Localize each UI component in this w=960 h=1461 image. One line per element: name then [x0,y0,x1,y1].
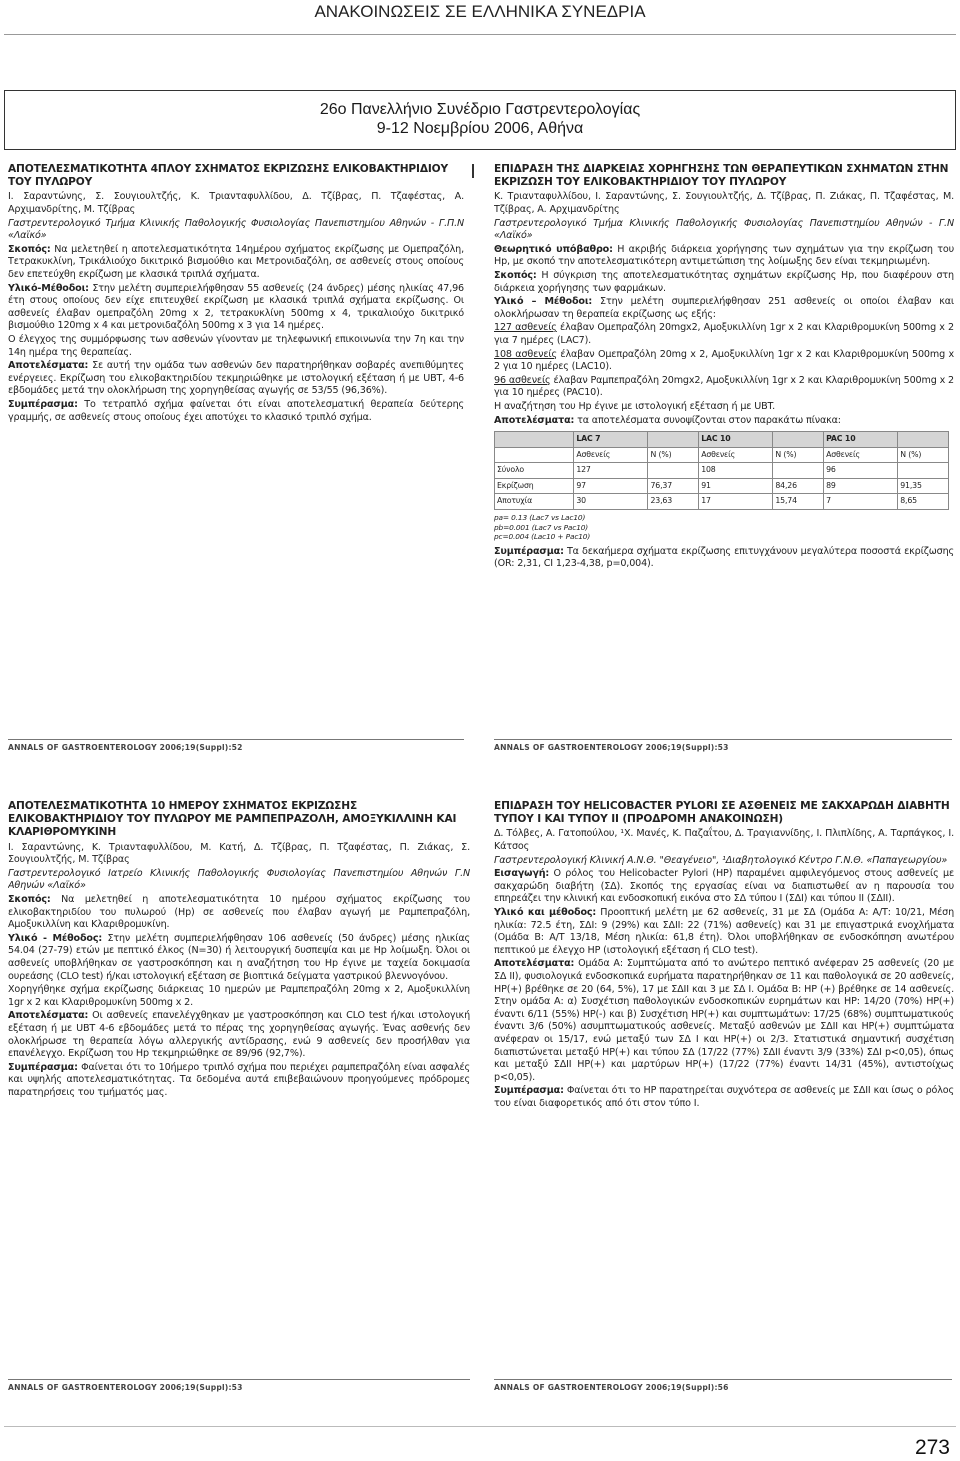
abstract-paragraph [8,1010,470,1060]
section-text: Να μελετηθεί η αποτελεσματικότητα 10 ημέρου σχήματος εκρίζωσης του ελικοβακτηριδίου του πυλωρού (Hp) σε ασθενείς που έλαβαν αγωγή με Ραμπεπραζόλη, Αμοξυκιλλίνη και Κλαριθρομυκίνη. [8,893,470,931]
table-cell: 84,26 [773,478,824,494]
abstract-paragraph [8,360,464,398]
section-text: Σε αυτή την ομάδα των ασθενών δεν παρατηρήθηκαν σοβαρές ανεπιθύμητες ενέργειες. Εκρίζωση του ελικοβακτηριδίου τεκμηριώθηκε με ιστολογική εξέταση ή με UBT, 4-6 εβδομάδες μετά την ολοκλήρωση της χορηγηθείσας αγωγής σε 53/55 (96,36%). [8,360,464,397]
results-table [494,431,949,510]
abstract-paragraph [494,375,954,400]
abstract-paragraph [8,1062,470,1100]
section-text: Στην μελέτη συμπεριελήφθησαν 251 ασθενείς οι οποίοι έλαβαν και ολοκλήρωσαν τη θεραπεία εκρίζωσης ως εξής: [494,296,954,320]
section-text: έλαβαν Ομεπραζόλη 20mg x 2, Αμοξυκιλλίνη 1gr x 2 και Κλαριθρομυκίνη 500mg x 2 για 10 ημέρες (LAC10). [494,348,954,373]
table-cell: Σύνολο [495,463,574,479]
abstract-paragraph [8,334,464,359]
section-text: Το τετραπλό σχήμα φαίνεται ότι είναι αποτελεσματική θεραπεία δεύτερης γραμμής, σε ασθενείς στους οποίους έχει αποτύχει το κλασικό τριπλό σχήμα. [8,398,464,423]
journal-footer: ANNALS OF GASTROENTEROLOGY 2006;19(Suppl):53 [494,739,952,752]
abstract-paragraph [494,270,954,295]
section-text: Ο έλεγχος της συμμόρφωσης των ασθενών γίνονταν με τηλεφωνική επικοινωνία την 7η και την 14η ημέρα της θεραπείας. [8,333,464,358]
abstract-authors: Ι. Σαραντώνης, Σ. Σουγιουλτζής, Κ. Τριανταφυλλίδου, Δ. Τζίβρας, Π. Τζαφέστας, Α. Αρχιμανδρίτης, Μ. Τζίβρας [8,191,464,215]
abstract-paragraph [8,984,470,1009]
journal-footer: ANNALS OF GASTROENTEROLOGY 2006;19(Suppl):52 [8,739,464,752]
conference-dates: 9-12 Νοεμβρίου 2006, Αθήνα [376,120,584,137]
section-text: Προοπτική μελέτη με 62 ασθενείς, 31 με ΣΔ (Ομάδα Α: Α/Τ: 10/21, Μέση ηλικία: 72.5 έτη, ΣΔΙ: 9 (29%) και ΣΔΙΙ: 22 (71%) ασθενείς) και 31 με επιγαστρικά ενοχλήματα (Ομάδα Β: Α/Τ 13/18, Μέση ηλικία: 61,8 έτη). Όλοι υποβλήθηκαν σε ενδοσκόπηση ανωτέρου πεπτικού με έλεγχο HP (ιστολογική εξέταση ή CLO test). [494,906,954,956]
abstract-paragraph [494,868,954,906]
group-label: 96 ασθενείς [494,374,551,386]
abstract-paragraph [8,244,464,282]
section-label: Αποτελέσματα: [494,414,575,426]
table-cell: 23,63 [648,494,699,510]
abstract-body [494,244,954,427]
section-text: έλαβαν Ομεπραζόλη 20mgx2, Αμοξυκιλλίνη 1gr x 2 και Κλαριθρομυκίνη 500mg x 2 για 7 ημέρες (LAC7). [494,322,954,346]
table-cell: N (%) [773,447,824,463]
section-text: Φαίνεται ότι το 10ήμερο τριπλό σχήμα που περιέχει ραμπεπραζόλη είναι ασφαλές και υψηλής αποτελεσματικότητας. Τα δεδομένα αυτά επιβεβαιώνουν προηγούμενες πρόδρομες παρατηρήσεις του τμήματός μας. [8,1061,470,1098]
section-text: Ομάδα Α: Συμπτώματα από το ανώτερο πεπτικό ανέφεραν 25 ασθενείς (20 με ΣΔ ΙΙ), φυσιολογικά ενδοσκοπικά ευρήματα παρατηρήθηκαν σε 11 και παθολογικά σε 20 ασθενείς, HP(+) βρέθηκε σε 20 (64, 5%), 17 με ΣΔΙΙ και 3 με ΣΔ Ι. Ομάδα Β: HP (+) βρέθηκε σε 14 ασθενείς. Στην ομάδα Α: α) Συσχέτιση παθολογικών ενδοσκοπικών ευρημάτων και HP: 14/20 (70%) HP(+) έναντι 6/11 (55%) HP(-) και β) Συσχέτιση HP(+) και συμπτωμάτων: 17/25 (68%) συμπτωματικούς έναντι 3/6 (50%) ασυμπτωματικούς ασθενείς. Μεταξύ ασθενών με ΣΔΙΙ και HP(+) συμπτώματα ανέφεραν οι 15/17, ενώ μεταξύ των ΣΔ Ι και HP(+) οι 2/3. Στατιστικά σημαντική συσχέτιση διαπιστώνεται μεταξύ HP(+) και τύπου ΣΔ (17/22 (77%) ΣΔΙΙ έναντι 3/9 (33%) ΣΔΙ p<0,05), όπως και μεταξύ ΣΔΙΙ HP(+) και μαρτύρων HP(+) (17/22 (77%) έναντι 14/31 (45%), αντιστοίχως p<0,05). [494,958,954,1083]
section-label: Υλικό και μέθοδος: [494,906,597,918]
table-cell: 8,65 [898,494,949,510]
p-value-note: pa= 0.13 (Lac7 vs Lac10) [494,513,586,523]
abstract-paragraph [8,399,464,424]
section-label: Υλικό-Μέθοδοι: [8,282,89,294]
table-cell [648,463,699,479]
table-cell: 96 [824,463,898,479]
section-text: Στην μελέτη συμπεριελήφθησαν 55 ασθενείς (24 άνδρες) μέσης ηλικίας 47,96 έτη στους οποίους δεν είχε επιτευχθεί εκρίζωση με κλασικά τριπλά σχήματα εκρίζωσης. Οι ασθενείς έλαβαν ομεπραζόλη 20mg x 2, τετρακυκλίνη 500mg x 4, τρικαλιούχο δικιτρικό βισμούθιο 120mg x 4 και μετρονιδαζόλη 500mg x 3 για 14 ημέρες. [8,282,464,332]
abstract-affiliation: Γαστρεντερολογική Κλινική Α.Ν.Θ. "Θεαγένειο", ¹Διαβητολογικό Κέντρο Γ.Ν.Θ. «Παπαγεωργίου» [494,854,948,866]
table-cell: 30 [574,494,648,510]
section-label: Αποτελέσματα: [8,1010,89,1022]
p-value-note: pb=0.001 (Lac7 vs Pac10) [494,522,589,532]
table-cell: 91,35 [898,478,949,494]
abstract-hp-diabetes [494,800,954,1300]
abstract-paragraph [494,349,954,374]
section-label: Σκοπός: [494,269,537,281]
abstract-affiliation: Γαστρεντερολογικό Τμήμα Κλινικής Παθολογικής Φυσιολογίας Πανεπιστημίου Αθηνών - Γ.Ν «Λαϊκό» [494,217,954,242]
table-cell [495,432,574,448]
table-cell [898,463,949,479]
abstract-quadruple-therapy [8,163,464,723]
section-text: Στην μελέτη συμπεριελήφθησαν 106 ασθενείς (50 άνδρες) μέσης ηλικίας 54.04 (27-79) ετών με πεπτικό έλκος (N=30) ή λειτουργική δυσπεψία και με Hp λοίμωξη. Όλοι οι ασθενείς υποβλήθηκαν σε γαστροσκόπηση και η αναζήτηση του Hp έγινε με ταχεία δοκιμασία ουρεάσης (CLO test) ή/και ιστολογική εξέταση σε βιοπτικά δείγματα γαστρικού βλεννογόνου. [8,932,470,982]
table-cell: Ασθενείς [699,447,773,463]
section-text: Τα δεκαήμερα σχήματα εκρίζωσης επιτυγχάνουν μεγαλύτερα ποσοστά εκρίζωσης (OR: 2,31, CI 1,23-4,38, p=0,004). [494,545,954,570]
table-cell: Εκρίζωση [495,478,574,494]
table-cell [898,432,949,448]
journal-footer: ANNALS OF GASTROENTEROLOGY 2006;19(Suppl):56 [494,1379,952,1392]
abstract-affiliation: Γαστρεντερολογικό Ιατρείο Κλινικής Παθολογικής Φυσιολογίας Πανεπιστημίου Αθηνών Γ.Ν Αθηνών «Λαϊκό» [8,867,470,892]
abstract-authors: Δ. Τόλβες, Α. Γατοπούλου, ¹Χ. Μανές, Κ. Παζαΐτου, Δ. Τραγιαννίδης, Ι. Πλιπλίδης, Α. Ταρπάγκος, Ι. Κάτσος [494,828,954,852]
section-text: Φαίνεται ότι το HP παρατηρείται συχνότερα σε ασθενείς με ΣΔΙΙ και ίσως ο ρόλος του είναι διαφορετικός από ότι στον τύπο Ι. [494,1085,954,1109]
section-text: Να μελετηθεί η αποτελεσματικότητα 14ημέρου σχήματος εκρίζωσης με Ομεπραζόλη, Τετρακυκλίνη, Τρικάλιούχο δικιτρικό βισμούθιο και Μετρονιδαζόλη, σε ασθενείς στους οποίους δεν επετεύχθη εκρίζωση με κλασικά τριπλά σχήματα. [8,243,464,280]
section-label: Αποτελέσματα: [494,958,575,970]
abstract-paragraph [494,1085,954,1110]
table-cell: 97 [574,478,648,494]
table-cell: 7 [824,494,898,510]
table-row [495,478,949,494]
section-label: Υλικό - Μέθοδος: [8,932,103,944]
abstract-paragraph [494,296,954,321]
table-cell: 17 [699,494,773,510]
abstract-treatment-duration [494,163,954,693]
abstract-paragraph [494,415,954,428]
section-label: Θεωρητικό υπόβαθρο: [494,243,613,255]
table-cell [495,447,574,463]
table-row [495,447,949,463]
abstract-title: ΑΠΟΤΕΛΕΣΜΑΤΙΚΟΤΗΤΑ 10 ΗΜΕΡΟΥ ΣΧΗΜΑΤΟΣ ΕΚΡΙΖΩΣΗΣ ΕΛΙΚΟΒΑΚΤΗΡΙΔΙΟΥ ΤΟΥ ΠΥΛΩΡΟΥ ΜΕ ΡΑΜΠΕΠΡΑΖΟΛΗ, ΑΜΟΞΥΚΙΛΛΙΝΗ ΚΑΙ ΚΛΑΡΙΘΡΟΜΥΚΙΝΗ [8,800,457,839]
abstract-paragraph [8,894,470,932]
abstract-paragraph [8,283,464,333]
abstract-paragraph [494,958,954,1084]
section-label: Συμπέρασμα: [8,1061,78,1073]
table-row [495,494,949,510]
p-value-note: pc=0.004 (Lac10 + Pac10) [494,532,591,542]
table-cell: 76,37 [648,478,699,494]
p-value-notes [494,513,954,542]
table-cell: 91 [699,478,773,494]
section-label: Σκοπός: [8,893,51,905]
margin-bar [472,164,474,178]
section-label: Αποτελέσματα: [8,360,89,372]
section-text: Η αναζήτηση του Hp έγινε με ιστολογική εξέταση ή με UBT. [494,400,775,412]
abstract-paragraph [494,244,954,269]
footer-divider [4,1426,956,1427]
table-cell: 127 [574,463,648,479]
abstract-title: ΕΠΙΔΡΑΣΗ ΤΟΥ HELICOBACTER PYLORI ΣΕ ΑΣΘΕΝΕΙΣ ΜΕ ΣΑΚΧΑΡΩΔΗ ΔΙΑΒΗΤΗ ΤΥΠΟΥ Ι ΚΑΙ ΤΥΠΟΥ ΙΙ (ΠΡΟΔΡΟΜΗ ΑΝΑΚΟΙΝΩΣΗ) [494,800,950,826]
abstract-affiliation: Γαστρεντερολογικό Τμήμα Κλινικής Παθολογικής Φυσιολογίας Πανεπιστημίου Αθηνών - Γ.Π.Ν «Λαϊκό» [8,217,464,242]
section-label: Συμπέρασμα: [494,545,564,557]
section-text: Χορηγήθηκε σχήμα εκρίζωσης διάρκειας 10 ημερών με Ραμπεπραζόλη 20mg x 2, Αμοξυκιλλίνη 1gr x 2 και Κλαριθρομυκίνη 500mg x 2. [8,984,470,1008]
group-label: 108 ασθενείς [494,348,557,360]
group-label: 127 ασθενείς [494,322,557,334]
abstract-authors: Ι. Σαραντώνης, Κ. Τριανταφυλλίδου, Μ. Κατή, Δ. Τζίβρας, Π. Τζαφέστας, Π. Ζιάκας, Σ. Σουγιουλτζής, Μ. Τζίβρας [8,841,470,866]
table-cell: Ασθενείς [824,447,898,463]
page-number: 273 [914,1436,950,1459]
table-row [495,432,949,448]
abstract-conclusion [494,546,954,571]
table-cell: LAC 10 [699,432,773,448]
abstract-body [494,868,954,1110]
abstract-body [8,244,464,424]
table-cell [773,432,824,448]
table-cell: PAC 10 [824,432,898,448]
conference-title: 26ο Πανελλήνιο Συνέδριο Γαστρεντερολογίας [319,101,641,118]
abstract-paragraph [494,322,954,347]
table-cell: N (%) [898,447,949,463]
abstract-paragraph [8,933,470,983]
section-text: Η σύγκριση της αποτελεσματικότητας σχημάτων εκρίζωσης Hp, που διαφέρουν στη διάρκεια χορήγησης των φαρμάκων. [494,269,954,294]
table-cell: 15,74 [773,494,824,510]
table-cell: LAC 7 [574,432,648,448]
abstract-authors: Κ. Τριανταφυλλίδου, Ι. Σαραντώνης, Σ. Σουγιουλτζής, Δ. Τζίβρας, Π. Ζιάκας, Π. Τζαφέστας, Μ. Τζίβρας, Α. Αρχιμανδρίτης [494,191,954,215]
section-text: έλαβαν Ραμπεπραζόλη 20mgx2, Αμοξυκιλλίνη 1gr x 2 και Κλαριθρομυκίνη 500mg x 2 για 10 ημέρες (PAC10). [494,374,954,399]
abstract-body [8,894,470,1100]
section-label: Συμπέρασμα: [494,1085,564,1097]
section-text: Ο ρόλος του Helicobacter Pylori (HP) παραμένει αμφιλεγόμενος στους ασθενείς με σακχαρώδη διαβήτη (ΣΔ). Σκοπός της εργασίας είναι να διαπιστωθεί αν η παρουσία του επηρεάζει την κλινική και ενδοσκοπική εικόνα στο ΣΔ τύπου Ι (ΣΔΙ) και τύπου ΙΙ (ΣΔΙΙ). [494,868,954,905]
section-label: Σκοπός: [8,243,51,255]
header-divider [4,34,956,35]
table-cell [648,432,699,448]
table-cell: 108 [699,463,773,479]
table-cell: 89 [824,478,898,494]
abstract-rabeprazole-regimen [8,800,470,1255]
section-text: Η ακριβής διάρκεια χορήγησης των σχημάτων για την εκρίζωση του Hp, με σκοπό την αποτελεσματικότερη αντιμετώπιση της λοίμωξης δεν είναι τεκμηριωμένη. [494,243,954,268]
section-label: Υλικό – Μέθοδοι: [494,296,593,308]
section-label: Συμπέρασμα: [8,398,78,410]
abstract-paragraph [494,401,954,414]
running-title: ΑΝΑΚΟΙΝΩΣΕΙΣ ΣΕ ΕΛΛΗΝΙΚΑ ΣΥΝΕΔΡΙΑ [314,2,646,21]
conference-box [4,90,956,150]
section-text: Οι ασθενείς επανελέγχθηκαν με γαστροσκόπηση και CLO test ή/και ιστολογική εξέταση ή με UBT 4-6 εβδομάδες μετά το πέρας της χορηγηθείσας αγωγής. Ένας ασθενής δεν ολοκλήρωσε τη θεραπεία λόγω αλλεργικής αντίδρασης, ενώ 9 ασθενείς δεν προσήλθαν για επανέλεγχο. Εκρίζωση του Hp τεκμηριώθηκε σε 89/96 (92,7%). [8,1010,470,1060]
section-text: τα αποτελέσματα συνοψίζονται στον παρακάτω πίνακα: [574,414,841,426]
table-cell: Αποτυχία [495,494,574,510]
abstract-paragraph [494,907,954,957]
journal-footer: ANNALS OF GASTROENTEROLOGY 2006;19(Suppl):53 [8,1379,470,1392]
table-cell: Ασθενείς [574,447,648,463]
abstract-title: ΕΠΙΔΡΑΣΗ ΤΗΣ ΔΙΑΡΚΕΙΑΣ ΧΟΡΗΓΗΣΗΣ ΤΩΝ ΘΕΡΑΠΕΥΤΙΚΩΝ ΣΧΗΜΑΤΩΝ ΣΤΗΝ ΕΚΡΙΖΩΣΗ ΤΟΥ ΕΛΙΚΟΒΑΚΤΗΡΙΔΙΟΥ ΤΟΥ ΠΥΛΩΡΟΥ [494,163,949,189]
table-cell [773,463,824,479]
table-row [495,463,949,479]
section-label: Εισαγωγή: [494,868,550,880]
table-cell: N (%) [648,447,699,463]
abstract-title: ΑΠΟΤΕΛΕΣΜΑΤΙΚΟΤΗΤΑ 4ΠΛΟΥ ΣΧΗΜΑΤΟΣ ΕΚΡΙΖΩΣΗΣ ΕΛΙΚΟΒΑΚΤΗΡΙΔΙΟΥ ΤΟΥ ΠΥΛΩΡΟΥ [8,163,449,189]
